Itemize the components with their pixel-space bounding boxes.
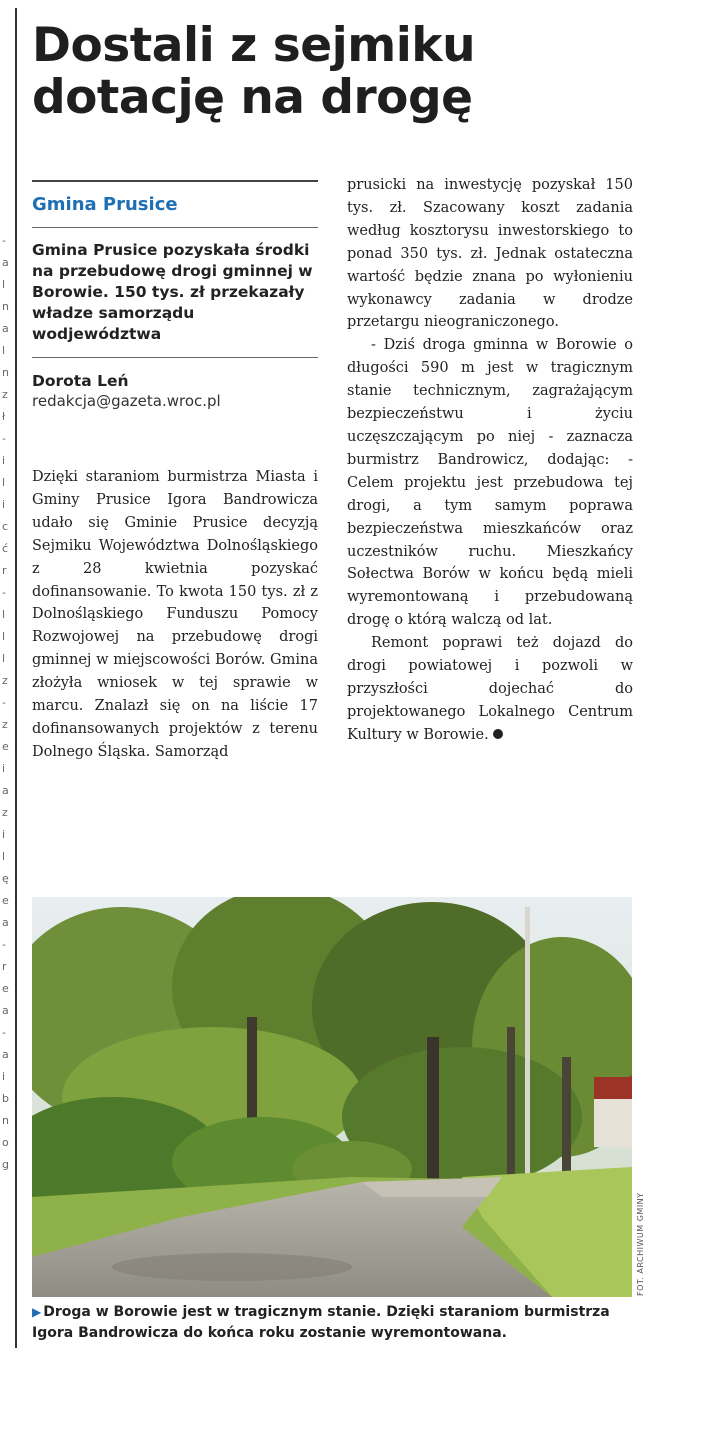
previous-article-fragment: e (2, 894, 9, 907)
previous-article-fragment: e (2, 982, 9, 995)
body-paragraph-3 (347, 632, 633, 747)
previous-article-fragment: a (2, 322, 9, 335)
road-photo-illustration (32, 897, 632, 1297)
previous-article-fragment: z (2, 674, 8, 687)
author-name: Dorota Leń (32, 372, 129, 390)
lead-divider (32, 357, 318, 358)
article-photo (32, 897, 632, 1297)
right-column (347, 174, 633, 747)
body-paragraph-2: - Dziś droga gminna w Borowie o długości 590 m jest w tragicznym stanie technicznym, zagrażającym bezpieczeństwu i życiu uczęszczającym po niej - zaznacza burmistrz Bandrowicz, dodając: - Celem projektu jest przebudowa tej drogi, a tym samym poprawa bezpieczeństwa mieszkańców oraz uczestników ruchu. Mieszkańcy Sołectwa Borów w końcu będą mieli wyremontowaną i przebudowaną drogę o którą walczą od lat. (347, 337, 633, 629)
previous-article-fragment: z (2, 718, 8, 731)
previous-article-fragment: ę (2, 872, 9, 885)
caption-arrow-icon: ▶ (32, 1305, 42, 1319)
photo-credit: FOT. ARCHIWUM GMINY (636, 1192, 645, 1296)
previous-article-fragment: l (2, 608, 6, 621)
previous-article-fragment: n (2, 300, 9, 313)
previous-article-fragment: a (2, 916, 9, 929)
previous-article-fragment: - (2, 938, 6, 951)
body-paragraph-left: Dzięki staraniom burmistrza Miasta i Gminy Prusice Igora Bandrowicza udało się Gminie Prusice decyzją Sejmiku Województwa Dolnośląskiego z 28 kwietnia pozyskać dofinansowanie. To kwota 150 tys. zł z Dolnośląskiego Funduszu Pomocy Rozwojowej na przebudowę drogi gminnej w miejscowości Borów. Gmina złożyła wniosek w tej sprawie w marcu. Znalazł się on na liście 17 dofinansowanych projektów z terenu Dolnego Śląska. Samorząd (32, 469, 318, 760)
previous-article-fragments (2, 230, 12, 1176)
previous-article-fragment: e (2, 740, 9, 753)
previous-article-fragment: - (2, 1026, 6, 1039)
previous-article-fragment: z (2, 388, 8, 401)
previous-article-fragment: - (2, 432, 6, 445)
previous-article-fragment: l (2, 630, 6, 643)
previous-article-fragment: z (2, 806, 8, 819)
previous-article-fragment: n (2, 366, 9, 379)
column-separator-rule (15, 8, 17, 1348)
previous-article-fragment: a (2, 1048, 9, 1061)
previous-article-fragment: l (2, 344, 6, 357)
previous-article-fragment: i (2, 454, 6, 467)
previous-article-fragment: - (2, 696, 6, 709)
photo-caption (32, 1302, 632, 1344)
article-lead: Gmina Prusice pozyskała środki na przebudowę drogi gminnej w Borowie. 150 tys. zł przekazały władze samorządu wodjewództwa (32, 241, 313, 343)
photo-caption-text: Droga w Borowie jest w tragicznym stanie. Dzięki staraniom burmistrza Igora Bandrowicza do końca roku zostanie wyremontowana. (32, 1304, 610, 1341)
left-column (32, 180, 318, 764)
previous-article-fragment: n (2, 1114, 9, 1127)
section-rule (32, 180, 318, 182)
author-email[interactable]: redakcja@gazeta.wroc.pl (32, 392, 221, 410)
previous-article-fragment: l (2, 652, 6, 665)
previous-article-fragment: i (2, 762, 6, 775)
section-label: Gmina Prusice (32, 194, 178, 215)
previous-article-fragment: b (2, 1092, 9, 1105)
previous-article-fragment: - (2, 234, 6, 247)
previous-article-fragment: l (2, 850, 6, 863)
section-divider (32, 227, 318, 228)
previous-article-fragment: g (2, 1158, 9, 1171)
previous-article-fragment: i (2, 828, 6, 841)
previous-article-fragment: r (2, 960, 7, 973)
previous-article-fragment: r (2, 564, 7, 577)
end-of-article-icon (493, 729, 503, 739)
previous-article-fragment: i (2, 1070, 6, 1083)
body-paragraph-1: prusicki na inwestycję pozyskał 150 tys. zł. Szacowany koszt zadania według kosztorysu inwestorskiego to ponad 350 tys. zł. Jednak ostateczna wartość będzie znana po wyłonieniu wykonawcy zadania w drodze przetargu nieograniczonego. (347, 177, 633, 331)
previous-article-fragment: a (2, 1004, 9, 1017)
previous-article-fragment: c (2, 520, 9, 533)
article-headline: Dostali z sejmiku dotację na drogę (32, 18, 476, 125)
previous-article-fragment: o (2, 1136, 9, 1149)
previous-article-fragment: l (2, 476, 6, 489)
previous-article-fragment: i (2, 498, 6, 511)
previous-article-fragment: a (2, 784, 9, 797)
body-paragraph-3-text: Remont poprawi też dojazd do drogi powiatowej i pozwoli w przyszłości dojechać do projektowanego Lokalnego Centrum Kultury w Borowie. (347, 635, 633, 743)
previous-article-fragment: - (2, 586, 6, 599)
previous-article-fragment: a (2, 256, 9, 269)
previous-article-fragment: l (2, 278, 6, 291)
previous-article-fragment: ł (2, 410, 6, 423)
previous-article-fragment: ć (2, 542, 9, 555)
